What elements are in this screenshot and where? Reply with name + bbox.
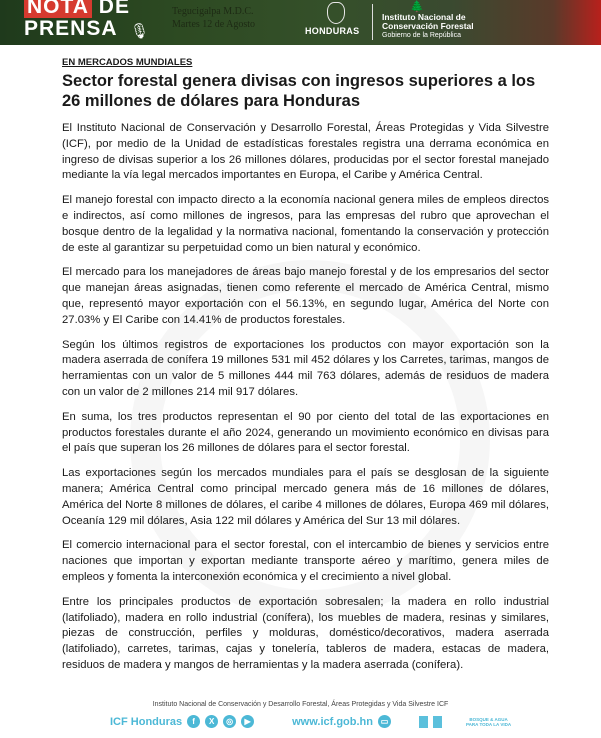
footer-institute: Instituto Nacional de Conservación y Desarrollo Forestal, Áreas Protegidas y Vida Silvestre ICF: [152, 701, 449, 708]
logo-square-icon: [433, 716, 442, 728]
article-title: Sector forestal genera divisas con ingresos superiores a los 26 millones de dólares para Honduras: [62, 72, 536, 110]
bosque-agua-logo: BOSQUE & AGUA PARA TODA LA VIDA: [466, 716, 512, 727]
paragraph: El mercado para los manejadores de áreas bajo manejo forestal y de los empresarios del sector que manejan áreas asignadas, tienen como referente el mercado de América Central, mismo que, representó mayor exportación con el 56.13%, en segundo lugar, América del Norte con 27.03% y El Caribe con 14.41% de productos forestales.: [62, 266, 549, 326]
footer: [0, 700, 601, 728]
paragraph: Las exportaciones según los mercados mundiales para el país se desglosan de la siguiente manera; América Central como principal mercado genera más de 16 millones de dólares, América del Norte 8 millones de dólares, el caribe 4 millones de dólares, Europa 469 mil dólares, Oceanía 129 mil dólares, Asia 122 mil dólares y América del Sur 13 mil dólares.: [62, 467, 549, 527]
web-icon[interactable]: ▭: [378, 715, 391, 728]
paragraph: Entre los principales productos de exportación sobresalen; la madera en rollo industrial (latifoliado), madera en rollo industrial (conífera), los muebles de madera, resinas y similares, piezas de construcción, perfiles y molduras, doméstico/decorativos, madera aserrada (latifoliado), carretes, tarimas, cajas y tonelería, tableros de madera, estacas de madera, residuos de madera y mangos de herramientas y la madera aserrada (conífera).: [62, 595, 549, 671]
paragraph: Según los últimos registros de exportaciones los productos con mayor exportación son la madera aserrada de conífera 19 millones 531 mil 452 dólares y los Carretes, tarimas, mangos de herramientas con un valor de 5 millones 444 mil 763 dólares, además de residuos de madera con un valor de 2 millones 214 mil 917 dólares.: [62, 338, 549, 398]
header-banner: [0, 0, 601, 45]
section-label: EN MERCADOS MUNDIALES: [62, 57, 193, 68]
paragraph: El comercio internacional para el sector forestal, con el intercambio de bienes y servicios entre naciones que importan y exportan mediante transporte aéreo y marítimo, genera miles de empleos y fomenta la interconexión económica y el crecimiento a nivel global.: [62, 539, 549, 583]
facebook-icon[interactable]: f: [187, 715, 200, 728]
icf-logo: Instituto Nacional de Conservación Forestal Gobierno de la República: [382, 12, 474, 39]
honduras-logo: HONDURAS: [305, 26, 360, 36]
youtube-icon[interactable]: ▶: [241, 715, 254, 728]
paragraph: El Instituto Nacional de Conservación y Desarrollo Forestal, Áreas Protegidas y Vida Silvestre (ICF), por medio de la Unidad de estadísticas forestales registra una derrama económica en ingreso de divisas superior a los 26 millones dólares, producidas por el sector forestal manejado mediante la vía legal mercados importantes en Europa, el Caribe y América Central.: [62, 122, 549, 182]
tree-icon: 🌲: [410, 1, 424, 13]
divider: [372, 4, 373, 40]
microphone-icon: 🎙: [130, 23, 150, 40]
article: [62, 57, 549, 683]
website-link[interactable]: www.icf.gob.hn: [292, 715, 373, 728]
paragraph: En suma, los tres productos representan el 90 por ciento del total de las exportaciones en productos forestales durante el año 2024, generando un movimiento económico en divisas para el país que superan los 26 millones de dólares para el sector forestal.: [62, 410, 549, 455]
social-handle[interactable]: ICF Honduras: [110, 715, 183, 728]
instagram-icon[interactable]: ◎: [223, 715, 236, 728]
nota-de-prensa-logo: NOTA DE PRENSA: [24, 0, 130, 40]
dateline: Tegucigalpa M.D.C. Martes 12 de Agosto: [172, 6, 256, 30]
paragraph: El manejo forestal con impacto directo a la economía nacional genera miles de empleos directos e indirectos, así como millones de ingresos, para las empresas del rubro que aprovechan el bosque dentro de la legalidad y la normativa nacional, fomentando la conservación y protección de este al garantizar su perpetuidad como un bien natural y económico.: [62, 194, 549, 254]
icf-subtitle: Gobierno de la República: [382, 32, 461, 39]
x-icon[interactable]: X: [205, 715, 218, 728]
logo-square-icon: [419, 716, 428, 728]
honduras-seal-icon: [327, 2, 345, 24]
